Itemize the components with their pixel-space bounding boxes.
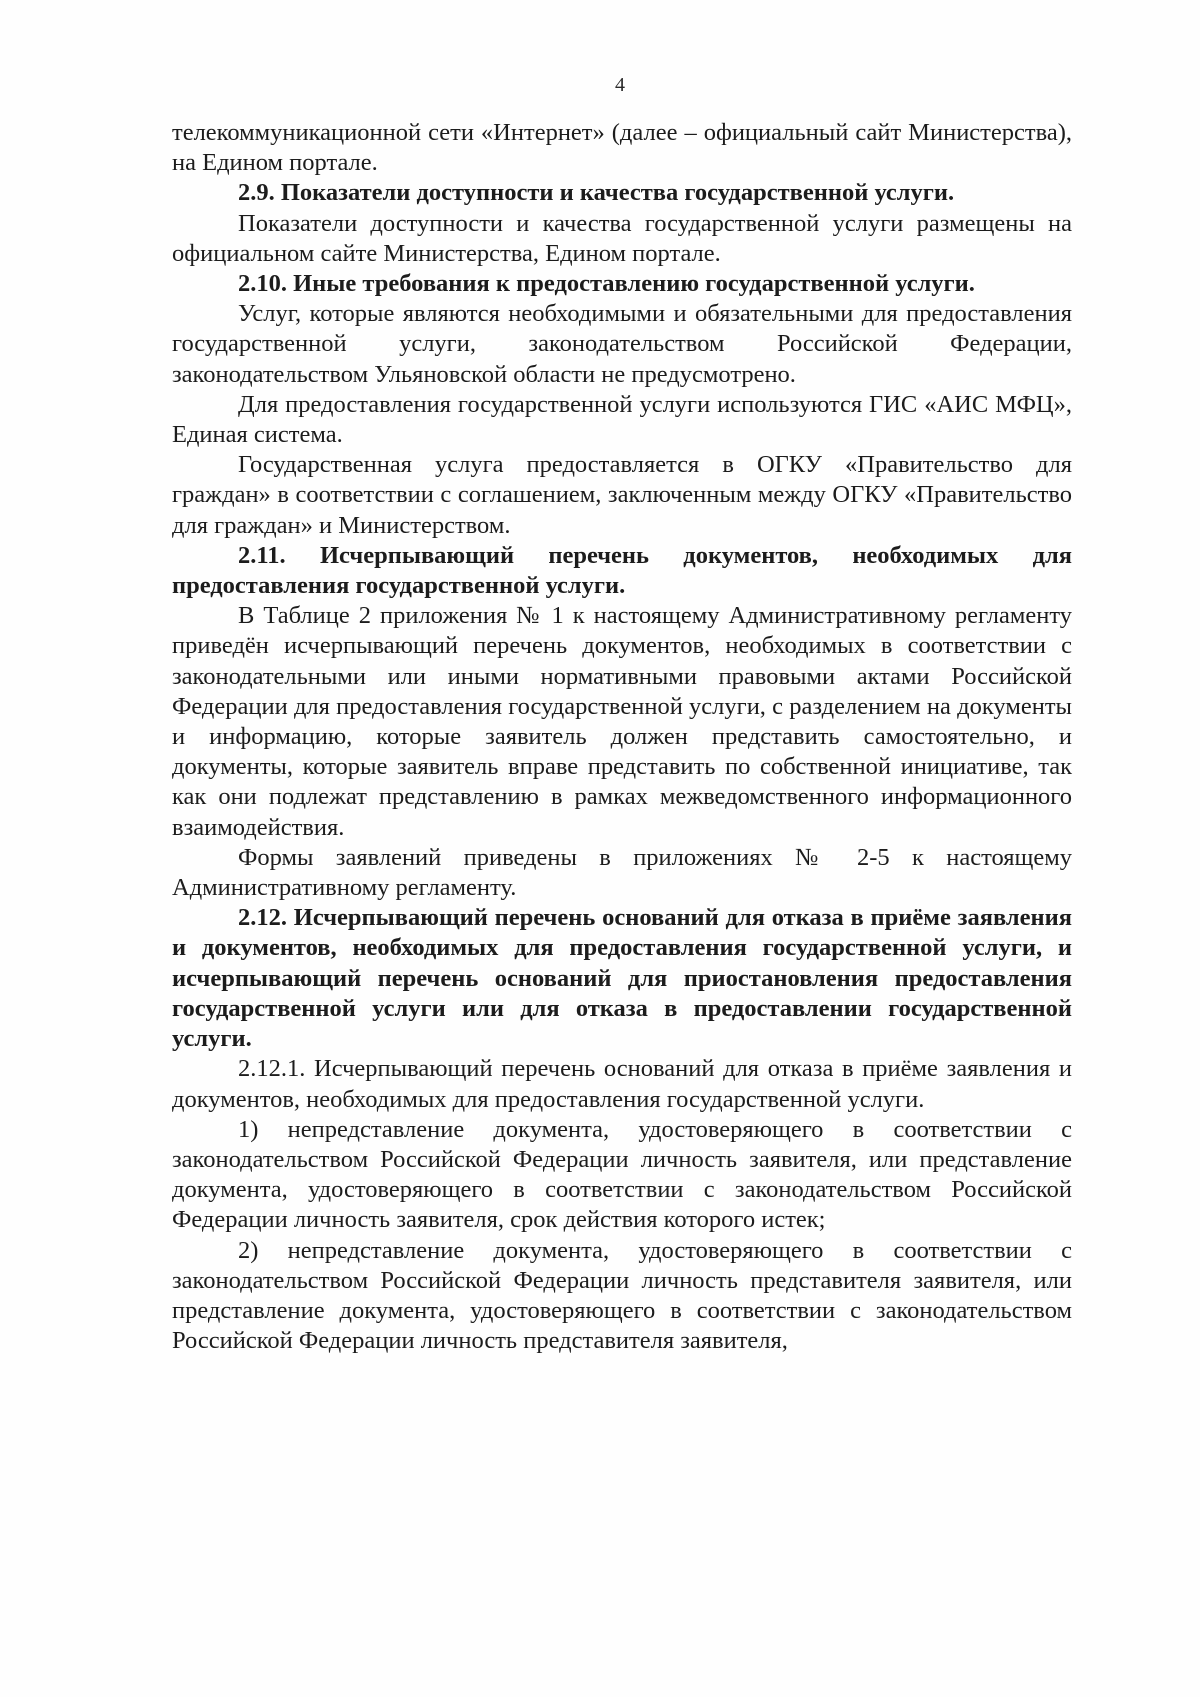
paragraph: Государственная услуга предоставляется в ОГКУ «Правительство для граждан» в соответствии с соглашением, заключенным между ОГКУ «Правительство для граждан» и Министерством. [172,451,1072,539]
page-number: 4 [615,74,625,96]
section-heading-2-12: 2.12. Исчерпывающий перечень оснований для отказа в приёме заявления и документов, необходимых для предоставления государственной услуги, и исчерпывающий перечень оснований для приостановления предоставления государственной услуги или для отказа в предоставлении государственной услуги. [172,904,1072,1053]
section-heading-2-11: 2.11. Исчерпывающий перечень документов, необходимых для предоставления государственной услуги. [172,541,1072,600]
section-heading-2-9: 2.9. Показатели доступности и качества государственной услуги. [238,179,955,207]
section-heading-2-10: 2.10. Иные требования к предоставлению государственной услуги. [238,270,975,298]
paragraph: Услуг, которые являются необходимыми и обязательными для предоставления государственной услуги, законодательством Российской Федерации, законодательством Ульяновской области не предусмотрено. [172,300,1072,388]
list-item: 2) непредставление документа, удостоверяющего в соответствии с законодательством Российской Федерации личность представителя заявителя, или представление документа, удостоверяющего в соответствии с законодательством Российской Федерации личность представителя заявителя, [172,1236,1072,1355]
document-body [172,118,1072,1356]
paragraph: В Таблице 2 приложения № 1 к настоящему Административному регламенту приведён исчерпывающий перечень документов, необходимых в соответствии с законодательными или иными нормативными правовыми актами Российской Федерации для предоставления государственной услуги, с разделением на документы и информацию, которые заявитель должен представить самостоятельно, и документы, которые заявитель вправе представить по собственной инициативе, так как они подлежат представлению в рамках межведомственного информационного взаимодействия. [172,602,1072,841]
list-item: 1) непредставление документа, удостоверяющего в соответствии с законодательством Российской Федерации личность заявителя, или представление документа, удостоверяющего в соответствии с законодательством Российской Федерации личность заявителя, срок действия которого истек; [172,1115,1072,1234]
paragraph-continuation: телекоммуникационной сети «Интернет» (далее – официальный сайт Министерства), на Едином портале. [172,119,1072,177]
paragraph: Формы заявлений приведены в приложениях № 2-5 к настоящему Административному регламенту. [172,843,1072,902]
paragraph: Для предоставления государственной услуги используются ГИС «АИС МФЦ», Единая система. [172,390,1072,449]
paragraph: Показатели доступности и качества государственной услуги размещены на официальном сайте Министерства, Едином портале. [172,209,1072,267]
paragraph: 2.12.1. Исчерпывающий перечень оснований для отказа в приёме заявления и документов, необходимых для предоставления государственной услуги. [172,1055,1072,1113]
